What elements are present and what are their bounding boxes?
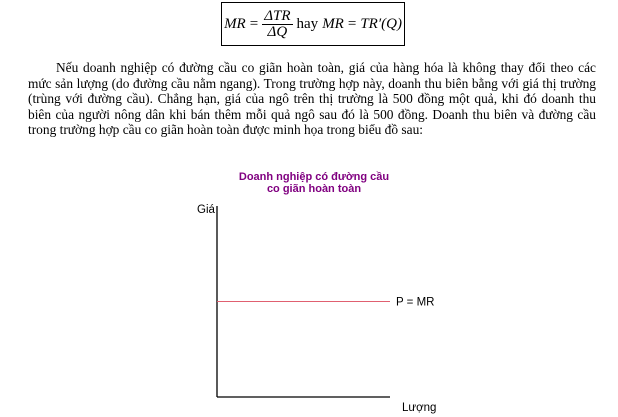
formula-equals-1: = (249, 15, 259, 32)
chart-title-line-2: co giãn hoàn toàn (266, 183, 362, 195)
series-label-0: P = MR (396, 296, 435, 309)
body-paragraph: Nếu doanh nghiệp có đường cầu co giãn hoàn toàn, giá của hàng hóa là không thay đổi theo các mức sản lượng (do đường cầu nằm ngang). Trong trường hợp này, doanh thu biên bằng với giá thị trường (trùng với đường cầu). Chẳng hạn, giá của ngô trên thị trường là 500 đồng một quả, khi đó doanh thu biên của người nông dân khi bán thêm mỗi quả ngô sau đó là 500 đồng. Doanh thu biên và đường cầu trong trường hợp cầu co giãn hoàn toàn được minh họa trong biểu đồ sau: (28, 60, 596, 138)
formula-lhs: MR (224, 15, 246, 32)
formula-denominator: ΔQ (267, 23, 288, 40)
formula-rhs-expr: TR′(Q) (360, 15, 402, 32)
y-axis-label: Giá (197, 204, 215, 216)
formula-rhs-var: MR (322, 15, 344, 32)
chart-title-line-1: Doanh nghiệp có đường cầu (238, 171, 390, 183)
formula-connector: hay (296, 15, 319, 32)
formula-equals-2: = (347, 15, 357, 32)
series-group (217, 297, 434, 309)
formula-numerator: ΔTR (264, 7, 291, 24)
x-axis-label: Lượng (402, 402, 437, 414)
